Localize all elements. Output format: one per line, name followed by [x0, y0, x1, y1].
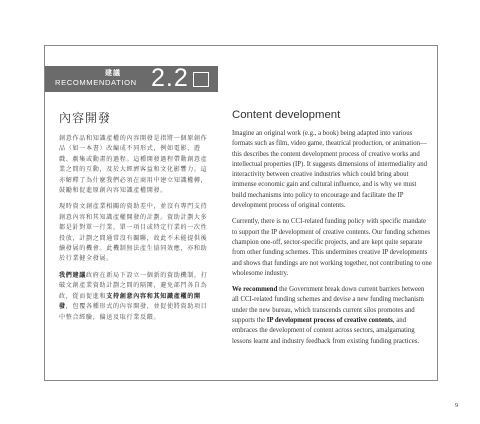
section-label-en: RECOMMENDATION [55, 78, 137, 87]
chinese-paragraph-1: 創意作品和知識產權的內容開發是指將一個原創作品（如一本書）改編成不同形式，例如電影、遊戲、劇集或動畫的過程。這種開發過程帶動創意產業之間的互動，及於大經濟客益和文化影響力。這亦解釋了為什麼我們必須在商用中建立知識權轉，鼓勵和促進原創內容知識產權開發。 [59, 135, 208, 195]
section-number: 2.2 [151, 64, 189, 92]
banner-box-icon [193, 72, 209, 87]
chinese-paragraph-3 [59, 271, 213, 323]
section-label-zh: 建議 [105, 69, 121, 77]
english-heading: Content development [232, 109, 341, 121]
chinese-p3-text1: 政府在新局下設立一個新的資助機制，打破文創產業資助計劃之間的隔閡，避免部門各自為政，從而促進和 [59, 271, 208, 300]
chinese-p3-text2: ，包覆各種形式的內容開發，並促使將資助項目中整合經驗，偏送及取行業反饋。 [59, 303, 208, 321]
english-p3-text2: , and embraces the development of content across sectors, amalgamating lessons learnt and industry feedback from existing funding practices. [232, 317, 420, 345]
chinese-recommend-bold: 我們建議 [59, 271, 86, 279]
content-frame [44, 45, 438, 381]
chinese-ip-bold: 支持創意內容和其知識產權的開發 [59, 292, 201, 311]
chinese-paragraph-2: 現時資文創產業相關的資助差中，並沒有專門支持創意內容和其知識產權開發的計劃。資助計劃大多都是針對單一行業，單一項目或特定行業的一次性投放，計劃之間通常沒有關聯，故此不未能提供後續發展的機會。此機制無法產生協同效應，亦和助於行業健全發展。 [59, 203, 208, 263]
english-paragraph-3 [232, 285, 432, 347]
chinese-column [59, 109, 213, 329]
english-paragraph-2: Currently, there is no CCI-related funding policy with specific mandate to support the IP development of creative contents. Our funding schemes champion one-off, sector-specific projects, and are kept quite separate from other funding schemes. This undermines creative IP developments and shows that fundings are not working together, not contributing to one wholesome industry. [232, 218, 432, 277]
english-p3-text1: the Government break down current barriers between all CCI-related funding schemes and devise a new funding mechanism under the new bureau, which transcends current silos promotes and supports the [232, 286, 425, 325]
english-recommend-bold: We recommend [232, 286, 278, 294]
section-banner [45, 66, 218, 92]
english-paragraph-1: Imagine an original work (e.g., a book) being adapted into various formats such as film, video game, theatrical production, or animation—this describes the content development process of creative works and intellectual properties (IP). It suggests dimensions of intermediality and interactivity between creative industries which could bring about immense economic gain and cultural influence, and is why we must build mechanisms into policy to encourage and facilitate the IP development process of original contents. [232, 130, 427, 210]
english-column [232, 109, 432, 353]
english-ip-bold: IP development process of creative contents [266, 317, 393, 325]
chinese-heading: 內容開發 [59, 111, 112, 125]
page-number: 9 [455, 403, 458, 409]
